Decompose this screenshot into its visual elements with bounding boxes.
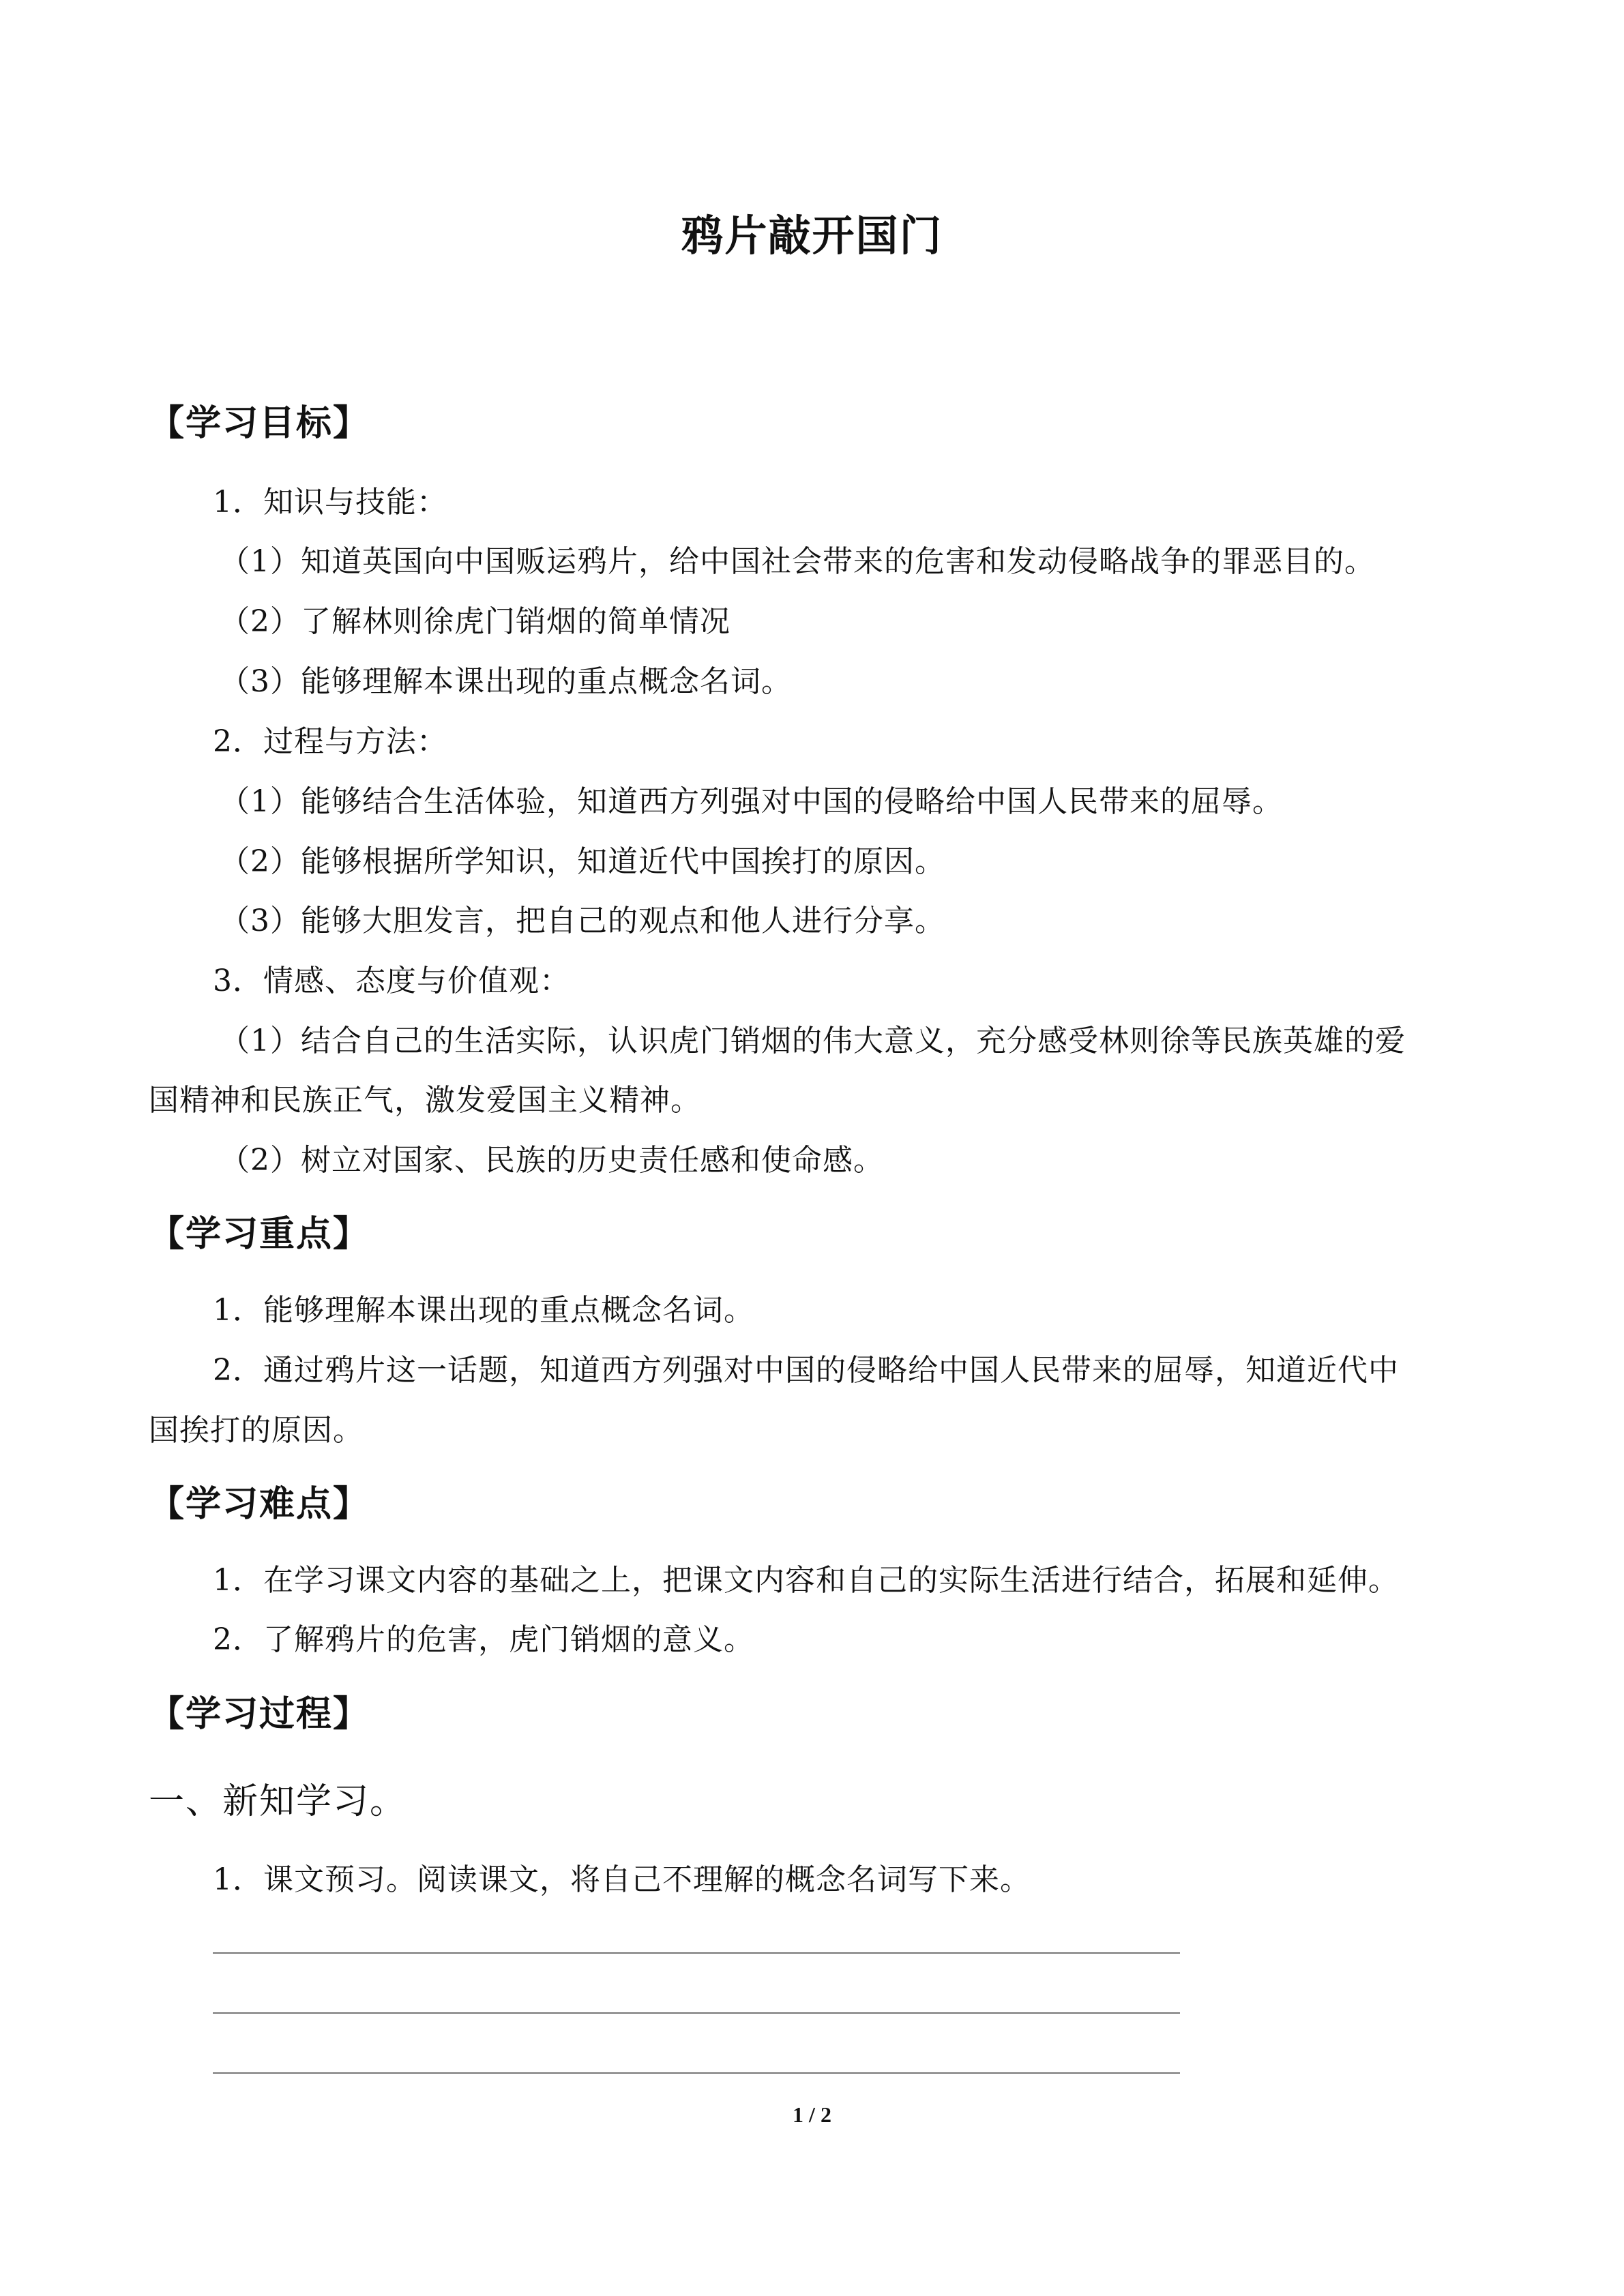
answer-blank-line[interactable] [213,1952,1180,1954]
difficulties-line: 2．了解鸦片的危害，虎门销烟的意义。 [213,1622,754,1657]
difficulties-line: 1．在学习课文内容的基础之上，把课文内容和自己的实际生活进行结合，拓展和延伸。 [213,1563,1399,1598]
task-line: 1．课文预习。阅读课文，将自己不理解的概念名词写下来。 [213,1862,1031,1897]
key-points-line: 2．通过鸦片这一话题，知道西方列强对中国的侵略给中国人民带来的屈辱，知道近代中 [213,1353,1399,1388]
goals-line: （2）了解林则徐虎门销烟的简单情况 [220,604,730,639]
goals-line: 国精神和民族正气，激发爱国主义精神。 [149,1083,701,1118]
goals-line: （1）知道英国向中国贩运鸦片，给中国社会带来的危害和发动侵略战争的罪恶目的。 [220,544,1375,579]
goals-line: （3）能够理解本课出现的重点概念名词。 [220,664,792,699]
goals-line: （1）能够结合生活体验，知道西方列强对中国的侵略给中国人民带来的屈辱。 [220,784,1283,819]
goals-line: （2）能够根据所学知识，知道近代中国挨打的原因。 [220,844,945,879]
difficulties-heading: 【学习难点】 [149,1484,370,1525]
goals-line: （1）结合自己的生活实际，认识虎门销烟的伟大意义，充分感受林则徐等民族英雄的爱 [220,1024,1406,1058]
key-points-line: 1．能够理解本课出现的重点概念名词。 [213,1293,754,1328]
goals-line: 2．过程与方法： [213,724,447,759]
goals-heading: 【学习目标】 [149,403,370,444]
process-heading: 【学习过程】 [149,1694,370,1735]
key-points-heading: 【学习重点】 [149,1214,370,1255]
goals-line: （2）树立对国家、民族的历史责任感和使命感。 [220,1143,884,1178]
goals-line: （3）能够大胆发言，把自己的观点和他人进行分享。 [220,904,945,938]
answer-blank-line[interactable] [213,2012,1180,2014]
key-points-line: 国挨打的原因。 [149,1413,364,1448]
section-title: 一、新知学习。 [149,1781,407,1822]
document-title: 鸦片敲开国门 [681,211,943,260]
answer-blank-line[interactable] [213,2072,1180,2074]
page-number: 1 / 2 [793,2102,831,2127]
goals-line: 3．情感、态度与价值观： [213,964,570,998]
goals-line: 1．知识与技能： [213,485,447,520]
